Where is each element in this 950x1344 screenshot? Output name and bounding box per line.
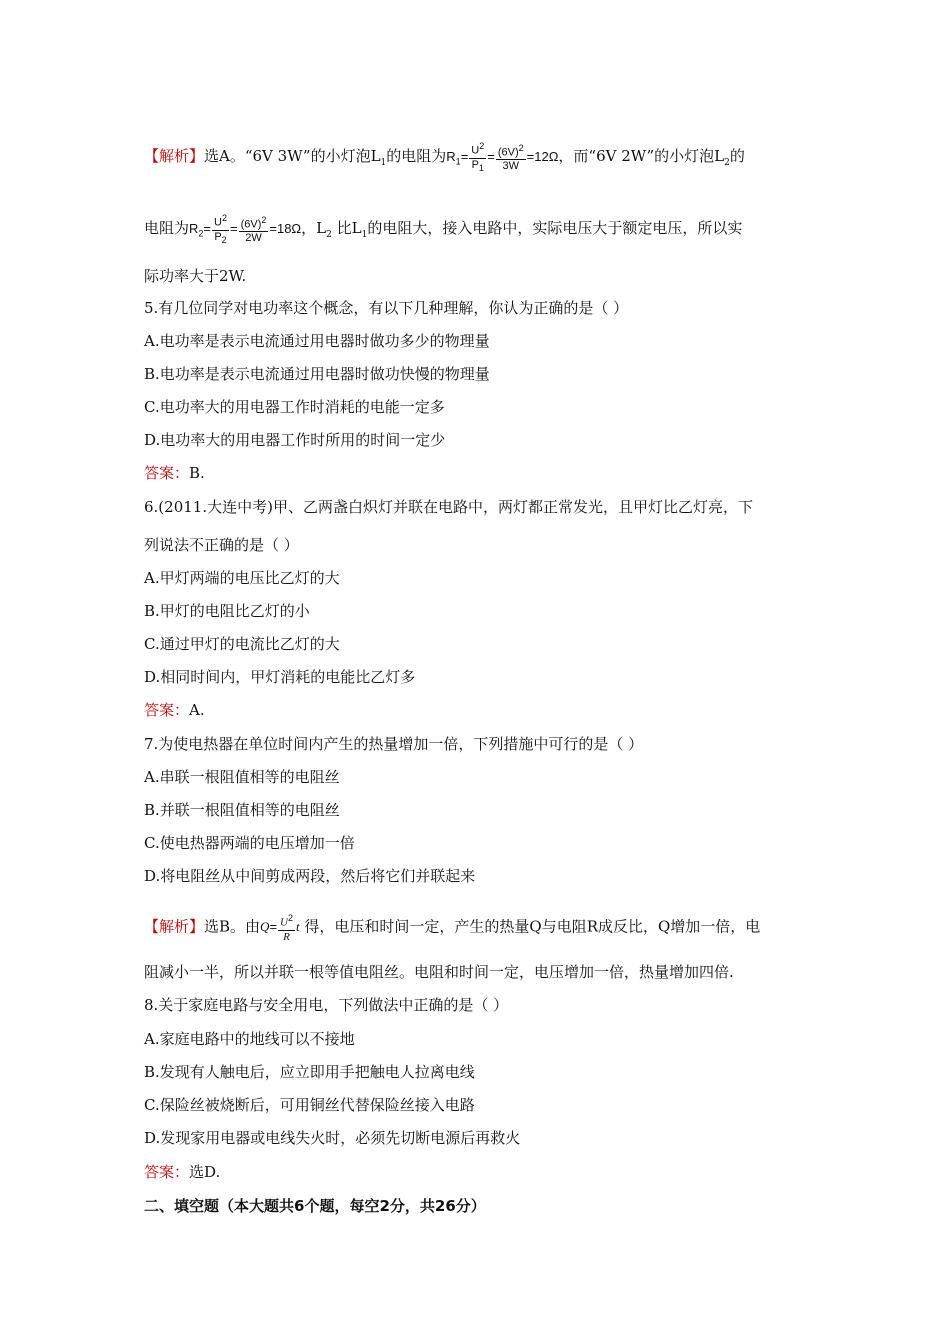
q6-answer: 答案：A. bbox=[144, 701, 205, 719]
formula-r1: $R_1=$ $\frac{U^2}{P_1}$ = $\frac{(6V)^2}{3W}$ =12Ω bbox=[446, 141, 559, 173]
q6-stem-1: 6.(2011.大连中考)甲、乙两盏白炽灯并联在电路中，两灯都正常发光，且甲灯比乙灯亮，下 bbox=[144, 498, 753, 516]
formula-r2: $R_2=$ $\frac{U^2}{P_2}$ = $\frac{(6V)^2}{2W}$ =18Ω bbox=[189, 213, 302, 245]
q5-stem: 5.有几位同学对电功率这个概念，有以下几种理解，你认为正确的是（ ） bbox=[144, 299, 629, 317]
analysis-1-line-3: 际功率大于2W. bbox=[144, 267, 247, 285]
q7-analysis-line-2: 阻减小一半，所以并联一根等值电阻丝。电阻和时间一定，电压增加一倍，热量增加四倍. bbox=[144, 963, 734, 981]
q8-option-b: B.发现有人触电后，应立即用手把触电人拉离电线 bbox=[144, 1063, 475, 1081]
q8-option-a: A.家庭电路中的地线可以不接地 bbox=[144, 1030, 355, 1048]
q7-option-d: D.将电阻丝从中间剪成两段，然后将它们并联起来 bbox=[144, 867, 476, 885]
q6-option-b: B.甲灯的电阻比乙灯的小 bbox=[144, 602, 310, 620]
q6-option-c: C.通过甲灯的电流比乙灯的大 bbox=[144, 635, 340, 653]
section-2-title: 二、填空题（本大题共6个题，每空2分，共26分） bbox=[144, 1197, 486, 1215]
q5-answer: 答案：B. bbox=[144, 464, 205, 482]
q8-option-d: D.发现家用电器或电线失火时，必须先切断电源后再救火 bbox=[144, 1129, 521, 1147]
analysis-tag: 【解析】 bbox=[144, 917, 205, 936]
q5-option-d: D.电功率大的用电器工作时所用的时间一定少 bbox=[144, 431, 446, 449]
q8-option-c: C.保险丝被烧断后，可用铜丝代替保险丝接入电路 bbox=[144, 1096, 475, 1114]
q5-option-b: B.电功率是表示电流通过用电器时做功快慢的物理量 bbox=[144, 365, 490, 383]
q6-stem-2: 列说法不正确的是（ ） bbox=[144, 536, 299, 554]
q7-stem: 7.为使电热器在单位时间内产生的热量增加一倍，下列措施中可行的是（ ） bbox=[144, 735, 644, 753]
q7-analysis-line-1: 【解析】选B。由Q= $\frac{U^2}{R}$ t 得，电压和时间一定，产生的热量Q与电阻R成反比，Q增加一倍，电 bbox=[144, 913, 761, 943]
analysis-tag: 【解析】 bbox=[144, 146, 205, 165]
q6-option-d: D.相同时间内，甲灯消耗的电能比乙灯多 bbox=[144, 668, 416, 686]
q7-option-c: C.使电热器两端的电压增加一倍 bbox=[144, 834, 355, 852]
q5-option-a: A.电功率是表示电流通过用电器时做功多少的物理量 bbox=[144, 332, 490, 350]
q8-stem: 8.关于家庭电路与安全用电，下列做法中正确的是（ ） bbox=[144, 996, 509, 1014]
q6-option-a: A.甲灯两端的电压比乙灯的大 bbox=[144, 569, 340, 587]
q7-option-b: B.并联一根阻值相等的电阻丝 bbox=[144, 801, 340, 819]
q8-answer: 答案：选D. bbox=[144, 1163, 221, 1181]
q7-option-a: A.串联一根阻值相等的电阻丝 bbox=[144, 768, 340, 786]
analysis-1-line-1: 【解析】选A。“6V 3W”的小灯泡$L_1$的电阻为$R_1=$ $\frac{U^2}{P_1}$ = $\frac{(6V)^2}{3W}$ =12Ω，而“6V 2W”的小灯泡$L_2$的 bbox=[144, 141, 745, 173]
q5-option-c: C.电功率大的用电器工作时消耗的电能一定多 bbox=[144, 398, 445, 416]
formula-joule: Q= $\frac{U^2}{R}$ t bbox=[260, 913, 300, 943]
analysis-1-line-2: 电阻为$R_2=$ $\frac{U^2}{P_2}$ = $\frac{(6V)^2}{2W}$ =18Ω，$L_2$ 比$L_1$的电阻大，接入电路中，实际电压大于额定电压，所以实 bbox=[144, 213, 743, 245]
